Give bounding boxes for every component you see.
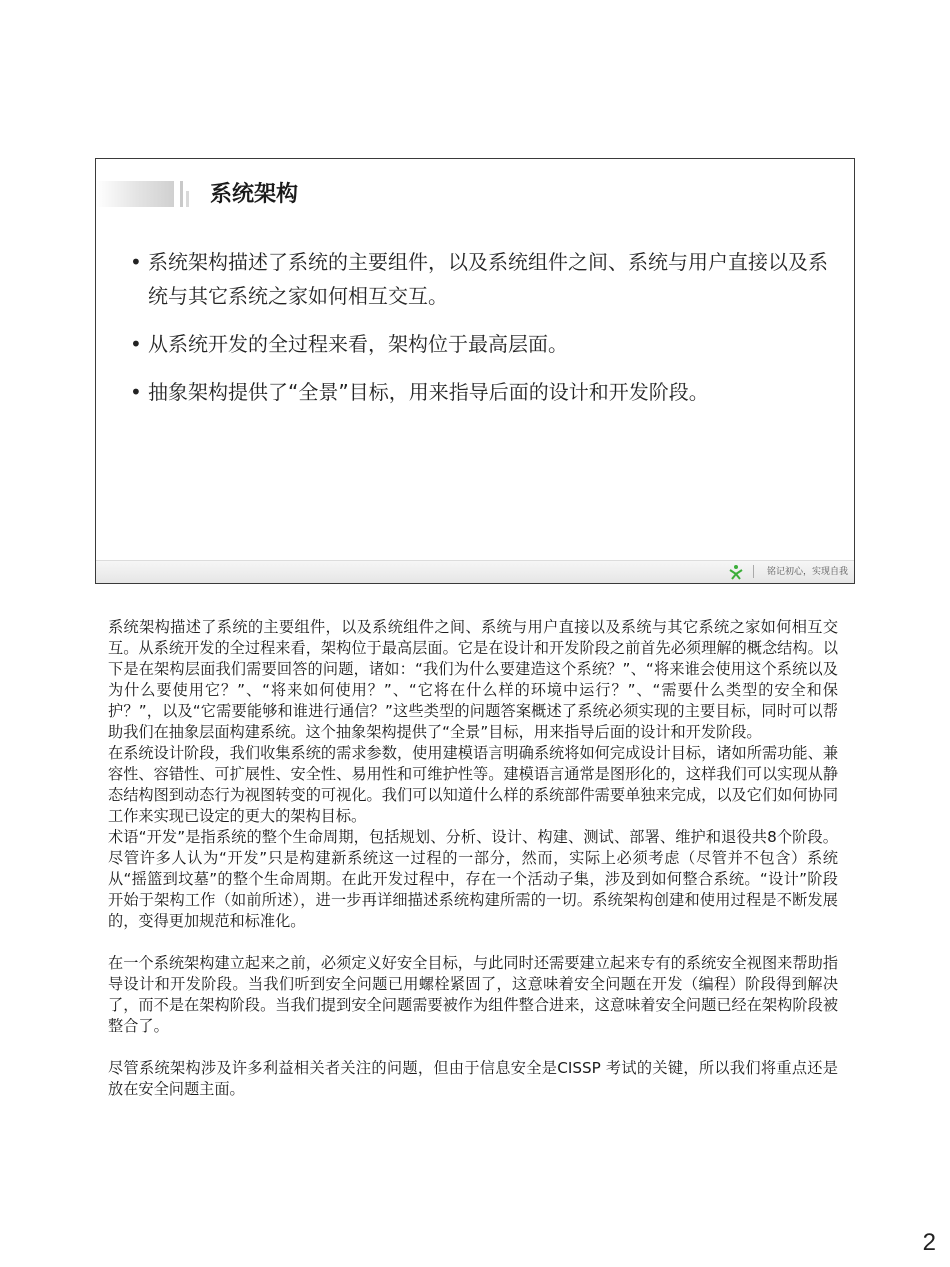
green-figure-logo-icon [728, 564, 744, 580]
title-tick-decoration [180, 181, 183, 207]
title-tick-decoration [186, 191, 189, 207]
title-gradient-decoration [96, 181, 174, 207]
bullet-dot: • [130, 380, 142, 404]
paragraph-spacer [108, 1037, 838, 1058]
bullet-item [130, 327, 830, 361]
slide-title-bar [96, 181, 326, 209]
bullet-item [130, 375, 830, 409]
slide-panel [95, 158, 855, 584]
slide-title: 系统架构 [210, 182, 299, 207]
notes-paragraph: 尽管系统架构涉及许多利益相关者关注的问题，但由于信息安全是CISSP 考试的关键，所以我们将重点还是放在安全问题主面。 [108, 1059, 838, 1098]
bullet-dot: • [130, 250, 142, 274]
page-number: 2 [922, 1229, 936, 1256]
bullet-text: 从系统开发的全过程来看，架构位于最高层面。 [148, 332, 568, 356]
notes-paragraph: 系统架构描述了系统的主要组件，以及系统组件之间、系统与用户直接以及系统与其它系统之家如何相互交互。从系统开发的全过程来看，架构位于最高层面。它是在设计和开发阶段之前首先必须理解的概念结构。以下是在架构层面我们需要回答的问题，诸如：“我们为什么要建造这个系统？”、“将来谁会使用这个系统以及为什么要使用它？”、“将来如何使用？”、“它将在什么样的环境中运行？”、“需要什么类型的安全和保护？”，以及“它需要能够和谁进行通信？”这些类型的问题答案概述了系统必须实现的主要目标，同时可以帮助我们在抽象层面构建系统。这个抽象架构提供了“全景”目标，用来指导后面的设计和开发阶段。 [108, 618, 838, 741]
bullet-text: 系统架构描述了系统的主要组件，以及系统组件之间、系统与用户直接以及系统与其它系统之家如何相互交互。 [148, 250, 828, 308]
notes-paragraph: 在系统设计阶段，我们收集系统的需求参数，使用建模语言明确系统将如何完成设计目标，诸如所需功能、兼容性、容错性、可扩展性、安全性、易用性和可维护性等。建模语言通常是图形化的，这样我们可以实现从静态结构图到动态行为视图转变的可视化。我们可以知道什么样的系统部件需要单独来完成，以及它们如何协同工作来实现已设定的更大的架构目标。 [108, 744, 838, 825]
footer-slogan: 铭记初心，实现自我 [766, 567, 848, 577]
bullet-text: 抽象架构提供了“全景”目标，用来指导后面的设计和开发阶段。 [148, 380, 709, 404]
footer-divider [753, 565, 754, 578]
bullet-dot: • [130, 332, 142, 356]
bullet-list [130, 245, 830, 423]
paragraph-spacer [108, 932, 838, 953]
notes-paragraph: 在一个系统架构建立起来之前，必须定义好安全目标，与此同时还需要建立起来专有的系统安全视图来帮助指导设计和开发阶段。当我们听到安全问题已用螺栓紧固了，这意味着安全问题在开发（编程）阶段得到解决了，而不是在架构阶段。当我们提到安全问题需要被作为组件整合进来，这意味着安全问题已经在架构阶段被整合了。 [108, 954, 838, 1035]
slide-footer [96, 560, 854, 583]
notes-paragraph: 术语“开发”是指系统的整个生命周期，包括规划、分析、设计、构建、测试、部署、维护和退役共8个阶段。尽管许多人认为“开发”只是构建新系统这一过程的一部分，然而，实际上必须考虑（尽管并不包含）系统从“摇篮到坟墓”的整个生命周期。在此开发过程中，存在一个活动子集，涉及到如何整合系统。“设计”阶段开始于架构工作（如前所述），进一步再详细描述系统构建所需的一切。系统架构创建和使用过程是不断发展的，变得更加规范和标准化。 [108, 828, 838, 930]
bullet-item [130, 245, 830, 313]
speaker-notes [108, 617, 838, 1100]
